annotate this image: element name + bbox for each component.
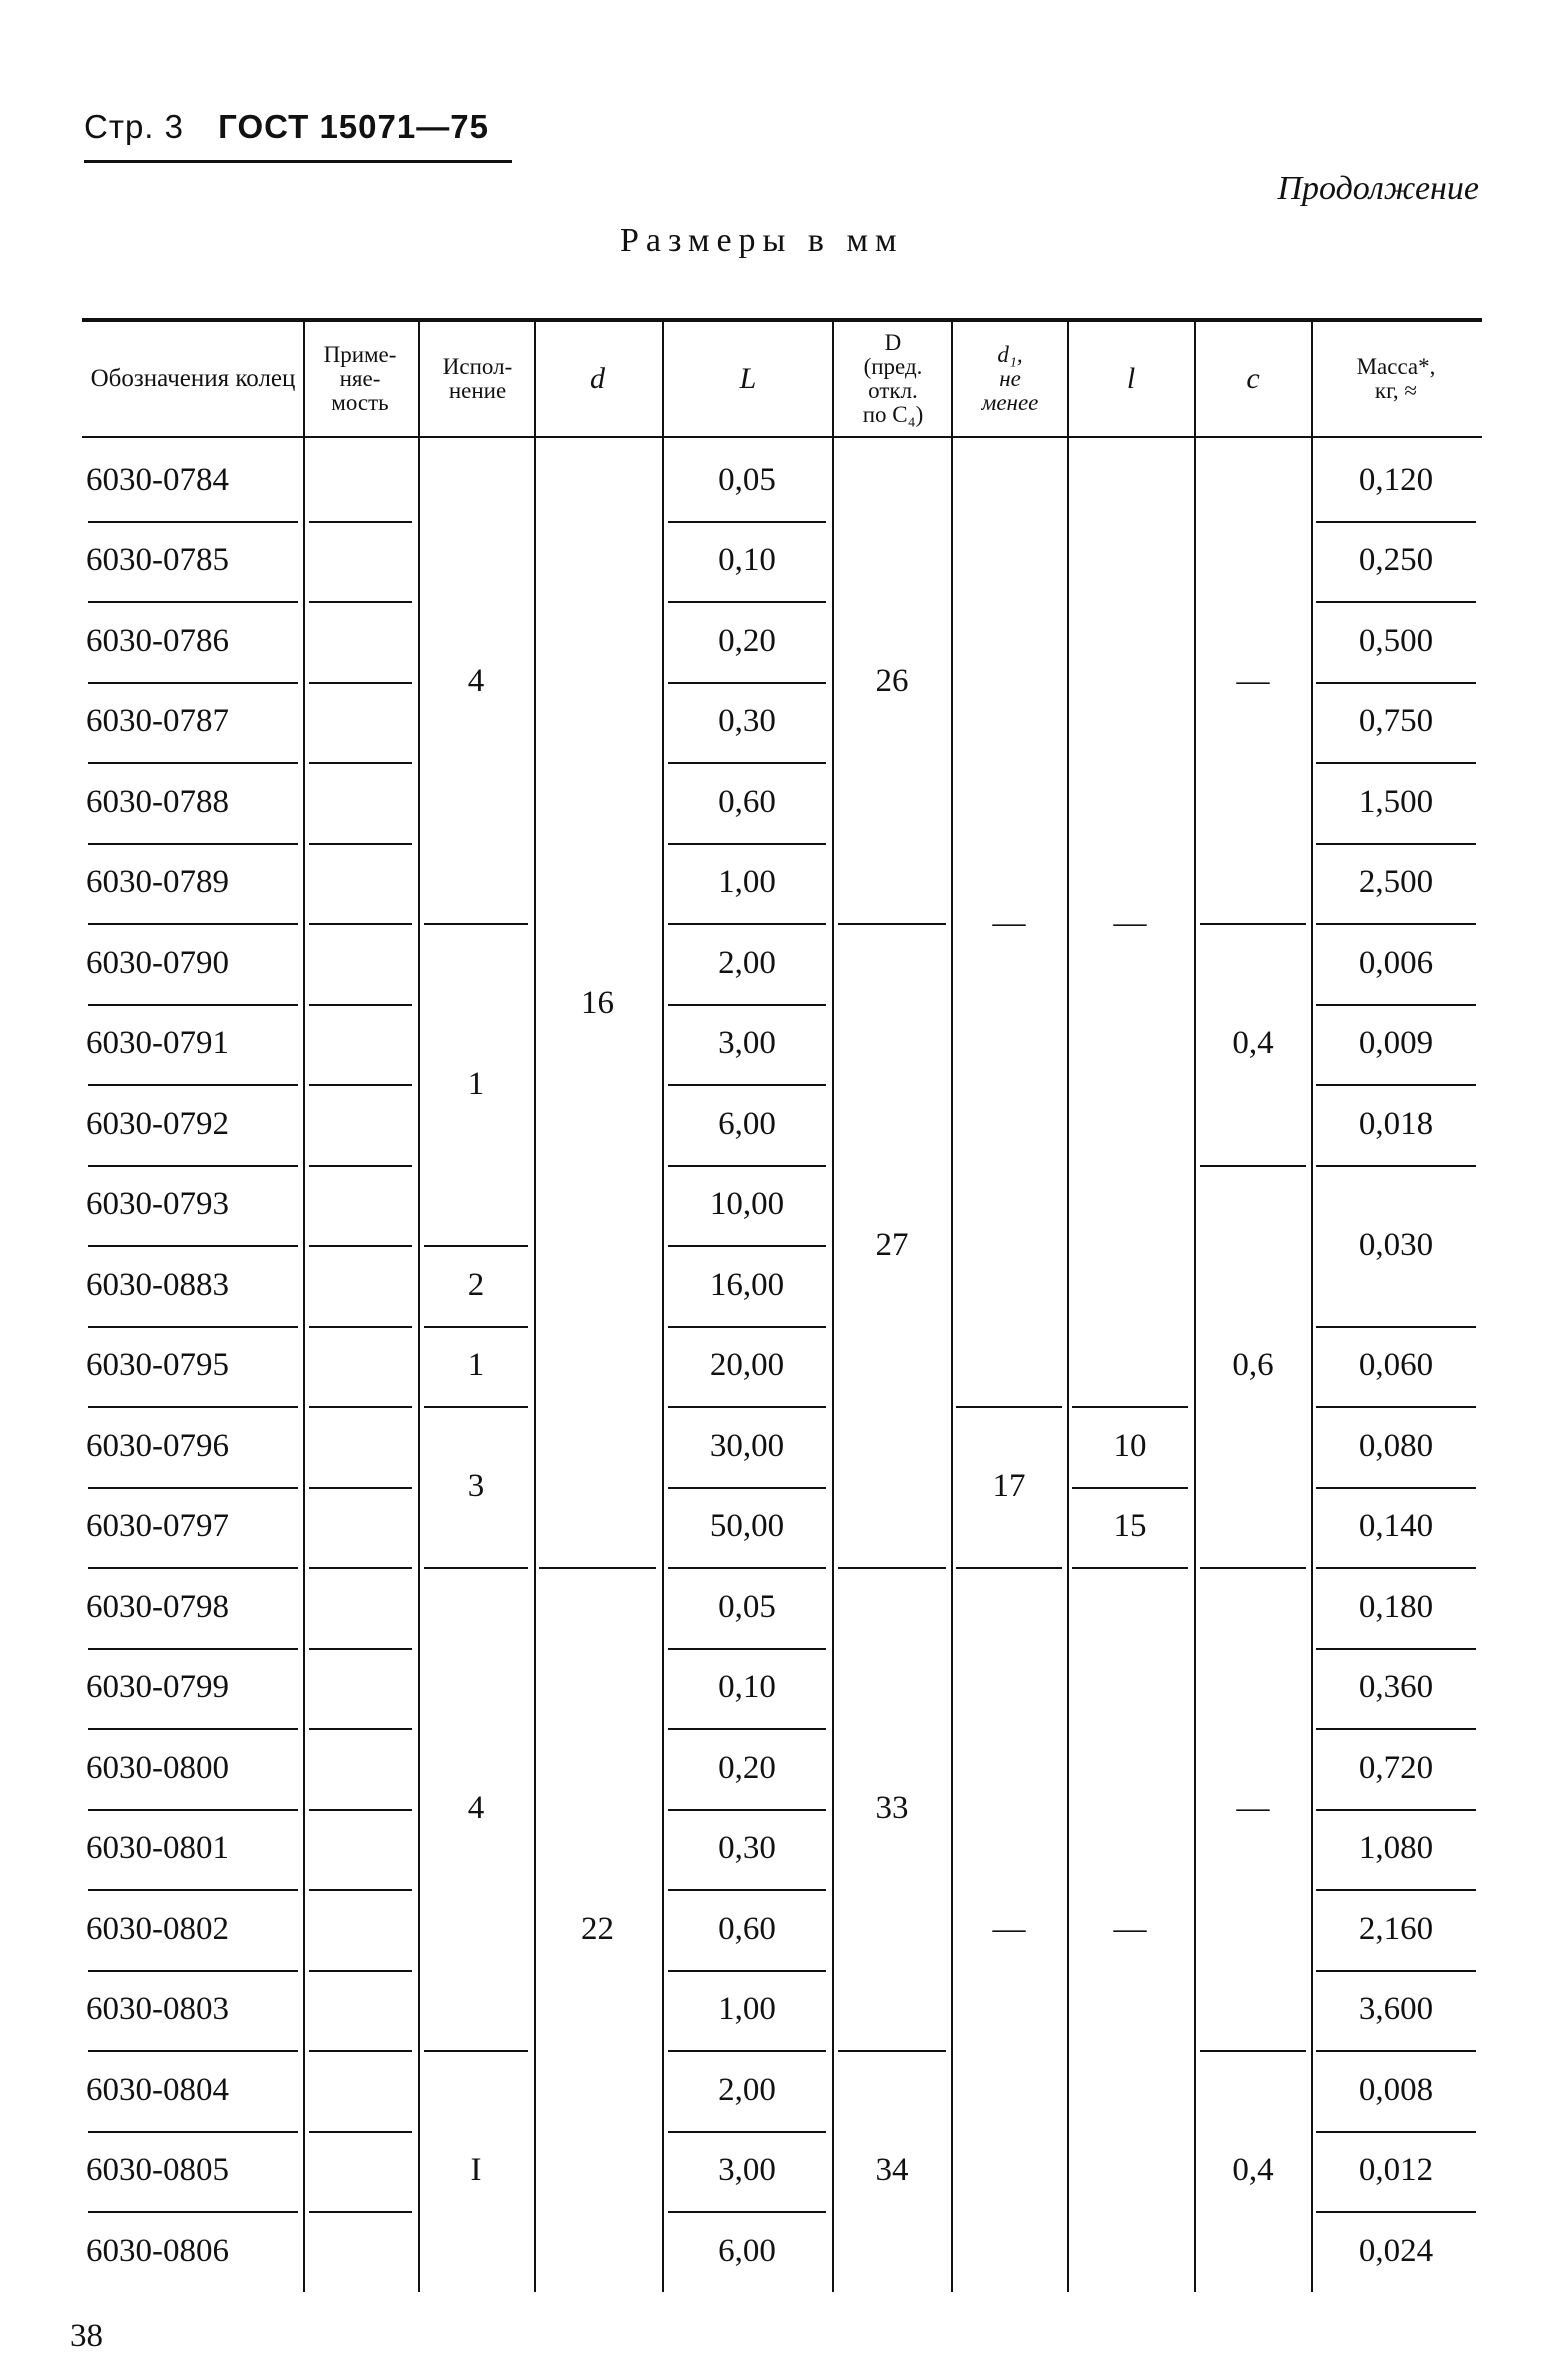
length-L-cell: 0,30 <box>718 703 776 740</box>
mass-cell: 0,080 <box>1358 1427 1434 1464</box>
length-L-cell: 0,05 <box>718 1588 776 1625</box>
row-rule <box>668 2050 826 2052</box>
col-header-L: L <box>739 362 757 396</box>
mass-cell: 0,009 <box>1358 1025 1434 1062</box>
group-rule <box>1200 923 1306 925</box>
group-rule <box>838 1567 946 1569</box>
mass-cell: 0,720 <box>1358 1749 1434 1786</box>
mass-cell: 0,060 <box>1358 1347 1434 1384</box>
row-rule <box>309 1809 412 1811</box>
row-rule <box>88 762 298 764</box>
table-top-rule <box>82 318 1482 322</box>
version-cell: 1 <box>467 1347 485 1384</box>
row-rule <box>88 1084 298 1086</box>
group-rule <box>1316 1326 1476 1328</box>
row-rule <box>668 923 826 925</box>
row-rule <box>309 762 412 764</box>
col-header-c: c <box>1246 362 1260 396</box>
col-header-d1: d₁, не менее <box>981 341 1039 416</box>
row-rule <box>88 843 298 845</box>
table-header-rule <box>82 436 1482 438</box>
group-rule <box>1072 1567 1188 1569</box>
group-rule <box>1316 923 1476 925</box>
diameter-d1-cell: — <box>992 1910 1026 1947</box>
mass-cell: 1,080 <box>1358 1830 1434 1867</box>
ring-designation-cell: 6030-0789 <box>86 864 229 901</box>
ring-designation-cell: 6030-0883 <box>86 1266 229 1303</box>
row-rule <box>668 762 826 764</box>
group-rule <box>1316 2211 1476 2213</box>
length-L-cell: 0,10 <box>718 1669 776 1706</box>
row-rule <box>309 2211 412 2213</box>
ring-designation-cell: 6030-0796 <box>86 1427 229 1464</box>
length-L-cell: 2,00 <box>718 944 776 981</box>
ring-designation-cell: 6030-0804 <box>86 2071 229 2108</box>
mass-cell: 0,360 <box>1358 1669 1434 1706</box>
page-number: 38 <box>70 2318 103 2354</box>
ring-designation-cell: 6030-0793 <box>86 1186 229 1223</box>
group-rule <box>424 1406 528 1408</box>
row-rule <box>668 1487 826 1489</box>
row-rule <box>88 2131 298 2133</box>
page-header <box>84 108 489 146</box>
length-L-cell: 6,00 <box>718 2232 776 2269</box>
row-rule <box>668 1084 826 1086</box>
col-header-designation: Обозначения колец <box>90 364 296 392</box>
continuation-label: Продолжение <box>1277 170 1479 207</box>
col-header-d: d <box>590 362 605 396</box>
row-rule <box>88 1487 298 1489</box>
group-rule <box>1316 1084 1476 1086</box>
row-rule <box>309 1567 412 1569</box>
row-rule <box>88 1004 298 1006</box>
row-rule <box>668 601 826 603</box>
row-rule <box>88 601 298 603</box>
header-underline <box>84 160 512 163</box>
diameter-D-cell: 26 <box>875 663 909 699</box>
ring-designation-cell: 6030-0791 <box>86 1025 229 1062</box>
row-rule <box>88 1567 298 1569</box>
diameter-d1-cell: — <box>992 904 1026 941</box>
version-cell: 4 <box>467 1790 485 1826</box>
length-l-cell: 10 <box>1113 1427 1147 1464</box>
row-rule <box>668 1004 826 1006</box>
row-rule <box>88 521 298 523</box>
version-cell: 2 <box>467 1266 485 1303</box>
row-rule <box>668 2211 826 2213</box>
group-rule <box>1316 1406 1476 1408</box>
group-rule <box>1316 682 1476 684</box>
version-cell: 1 <box>467 1065 485 1102</box>
row-rule <box>309 1004 412 1006</box>
length-L-cell: 16,00 <box>709 1266 785 1303</box>
row-rule <box>309 1648 412 1650</box>
ring-designation-cell: 6030-0803 <box>86 1991 229 2028</box>
group-rule <box>424 1245 528 1247</box>
ring-designation-cell: 6030-0806 <box>86 2232 229 2269</box>
group-rule <box>1316 1567 1476 1569</box>
chamfer-c-cell: 0,4 <box>1232 2152 1274 2189</box>
row-rule <box>309 1245 412 1247</box>
row-rule <box>668 1245 826 1247</box>
length-l-cell: 15 <box>1113 1508 1147 1545</box>
row-rule <box>88 1245 298 1247</box>
diameter-D-cell: 27 <box>875 1226 909 1263</box>
mass-cell: 0,008 <box>1358 2071 1434 2108</box>
mass-cell: 1,500 <box>1358 783 1434 820</box>
col-header-D: D (пред. откл. по C₄) <box>862 329 924 428</box>
group-rule <box>1316 1165 1476 1167</box>
version-cell: 3 <box>467 1468 485 1504</box>
row-rule <box>668 1406 826 1408</box>
row-rule <box>309 1165 412 1167</box>
row-rule <box>88 2050 298 2052</box>
mass-cell: 0,024 <box>1358 2232 1434 2269</box>
row-rule <box>88 1648 298 1650</box>
group-rule <box>1316 2131 1476 2133</box>
length-L-cell: 1,00 <box>718 1991 776 2028</box>
row-rule <box>668 682 826 684</box>
length-L-cell: 10,00 <box>709 1186 785 1223</box>
group-rule <box>424 1326 528 1328</box>
diameter-d-cell: 22 <box>581 1910 614 1947</box>
group-rule <box>1200 1165 1306 1167</box>
col-header-applicability: Приме- няе- мость <box>323 341 397 416</box>
row-rule <box>88 2211 298 2213</box>
ring-designation-cell: 6030-0798 <box>86 1588 229 1625</box>
mass-cell: 0,180 <box>1358 1588 1434 1625</box>
length-L-cell: 0,60 <box>718 1910 776 1947</box>
group-rule <box>1072 1406 1188 1408</box>
chamfer-c-cell: 0,4 <box>1232 1025 1274 1062</box>
ring-designation-cell: 6030-0786 <box>86 622 229 659</box>
length-L-cell: 30,00 <box>709 1427 785 1464</box>
row-rule <box>88 1970 298 1972</box>
length-L-cell: 0,20 <box>718 1749 776 1786</box>
row-rule <box>309 1326 412 1328</box>
chamfer-c-cell: — <box>1236 1790 1270 1826</box>
group-rule <box>1072 1487 1188 1489</box>
mass-cell: 0,750 <box>1358 703 1434 740</box>
group-rule <box>1316 1004 1476 1006</box>
ring-designation-cell: 6030-0785 <box>86 542 229 579</box>
group-rule <box>1316 1728 1476 1730</box>
row-rule <box>309 682 412 684</box>
row-rule <box>668 1567 826 1569</box>
length-L-cell: 3,00 <box>718 1025 776 1062</box>
row-rule <box>668 1728 826 1730</box>
length-L-cell: 0,20 <box>718 622 776 659</box>
group-rule <box>838 2050 946 2052</box>
row-rule <box>88 682 298 684</box>
group-rule <box>1316 601 1476 603</box>
group-rule <box>539 1567 656 1569</box>
length-L-cell: 6,00 <box>718 1105 776 1142</box>
group-rule <box>1316 762 1476 764</box>
group-rule <box>1316 843 1476 845</box>
version-cell: I <box>470 2152 482 2189</box>
group-rule <box>1316 2050 1476 2052</box>
group-rule <box>1316 1487 1476 1489</box>
chamfer-c-cell: — <box>1236 663 1270 699</box>
row-rule <box>88 1165 298 1167</box>
group-rule <box>838 923 946 925</box>
group-rule <box>1316 521 1476 523</box>
row-rule <box>88 1406 298 1408</box>
row-rule <box>88 1809 298 1811</box>
group-rule <box>424 923 528 925</box>
row-rule <box>668 2131 826 2133</box>
ring-designation-cell: 6030-0802 <box>86 1910 229 1947</box>
group-rule <box>1316 1889 1476 1891</box>
group-rule <box>424 2050 528 2052</box>
diameter-D-cell: 33 <box>875 1790 909 1826</box>
ring-designation-cell: 6030-0805 <box>86 2152 229 2189</box>
ring-designation-cell: 6030-0800 <box>86 1749 229 1786</box>
length-L-cell: 50,00 <box>709 1508 785 1545</box>
row-rule <box>309 923 412 925</box>
mass-cell: 3,600 <box>1358 1991 1434 2028</box>
row-rule <box>309 1084 412 1086</box>
row-rule <box>668 1809 826 1811</box>
ring-designation-cell: 6030-0788 <box>86 783 229 820</box>
row-rule <box>668 843 826 845</box>
length-l-cell: — <box>1113 1910 1147 1947</box>
ring-designation-cell: 6030-0799 <box>86 1669 229 1706</box>
row-rule <box>668 1970 826 1972</box>
length-L-cell: 1,00 <box>718 864 776 901</box>
group-rule <box>1316 1648 1476 1650</box>
row-rule <box>668 1648 826 1650</box>
mass-cell: 0,018 <box>1358 1105 1434 1142</box>
version-cell: 4 <box>467 663 485 699</box>
ring-designation-cell: 6030-0784 <box>86 461 229 498</box>
row-rule <box>309 1406 412 1408</box>
row-rule <box>668 1889 826 1891</box>
mass-cell: 0,120 <box>1358 461 1434 498</box>
row-rule <box>88 1889 298 1891</box>
mass-cell: 0,250 <box>1358 542 1434 579</box>
row-rule <box>309 1487 412 1489</box>
diameter-d-cell: 16 <box>581 985 614 1021</box>
length-L-cell: 3,00 <box>718 2152 776 2189</box>
length-L-cell: 20,00 <box>709 1347 785 1384</box>
row-rule <box>309 2131 412 2133</box>
group-rule <box>956 1406 1062 1408</box>
row-rule <box>88 1326 298 1328</box>
chamfer-c-cell: 0,6 <box>1232 1347 1274 1384</box>
col-header-version: Испол- нение <box>442 353 513 403</box>
row-rule <box>668 521 826 523</box>
ring-designation-cell: 6030-0792 <box>86 1105 229 1142</box>
group-rule <box>1200 1567 1306 1569</box>
length-L-cell: 2,00 <box>718 2071 776 2108</box>
row-rule <box>88 1728 298 1730</box>
row-rule <box>88 923 298 925</box>
group-rule <box>1200 2050 1306 2052</box>
mass-cell: 0,030 <box>1358 1226 1434 1263</box>
mass-cell: 2,500 <box>1358 864 1434 901</box>
group-rule <box>1316 1809 1476 1811</box>
page-label: Стр. 3 <box>84 108 184 145</box>
group-rule <box>956 1567 1062 1569</box>
row-rule <box>309 843 412 845</box>
mass-cell: 0,006 <box>1358 944 1434 981</box>
mass-cell: 0,500 <box>1358 622 1434 659</box>
standard-number: ГОСТ 15071—75 <box>218 108 489 145</box>
row-rule <box>309 1728 412 1730</box>
row-rule <box>309 521 412 523</box>
row-rule <box>309 1889 412 1891</box>
ring-designation-cell: 6030-0801 <box>86 1830 229 1867</box>
length-L-cell: 0,60 <box>718 783 776 820</box>
group-rule <box>1316 1970 1476 1972</box>
group-rule <box>424 1567 528 1569</box>
ring-designation-cell: 6030-0795 <box>86 1347 229 1384</box>
units-caption: Размеры в мм <box>620 222 904 259</box>
row-rule <box>309 2050 412 2052</box>
ring-designation-cell: 6030-0797 <box>86 1508 229 1545</box>
mass-cell: 2,160 <box>1358 1910 1434 1947</box>
row-rule <box>668 1326 826 1328</box>
length-L-cell: 0,30 <box>718 1830 776 1867</box>
row-rule <box>309 601 412 603</box>
length-l-cell: — <box>1113 904 1147 941</box>
mass-cell: 0,012 <box>1358 2152 1434 2189</box>
diameter-d1-cell: 17 <box>992 1468 1026 1504</box>
diameter-D-cell: 34 <box>875 2152 909 2189</box>
row-rule <box>668 1165 826 1167</box>
ring-designation-cell: 6030-0787 <box>86 703 229 740</box>
row-rule <box>309 1970 412 1972</box>
col-header-l: l <box>1126 362 1136 396</box>
mass-cell: 0,140 <box>1358 1508 1434 1545</box>
length-L-cell: 0,05 <box>718 461 776 498</box>
ring-designation-cell: 6030-0790 <box>86 944 229 981</box>
length-L-cell: 0,10 <box>718 542 776 579</box>
col-header-mass: Масса*, кг, ≈ <box>1356 353 1436 403</box>
